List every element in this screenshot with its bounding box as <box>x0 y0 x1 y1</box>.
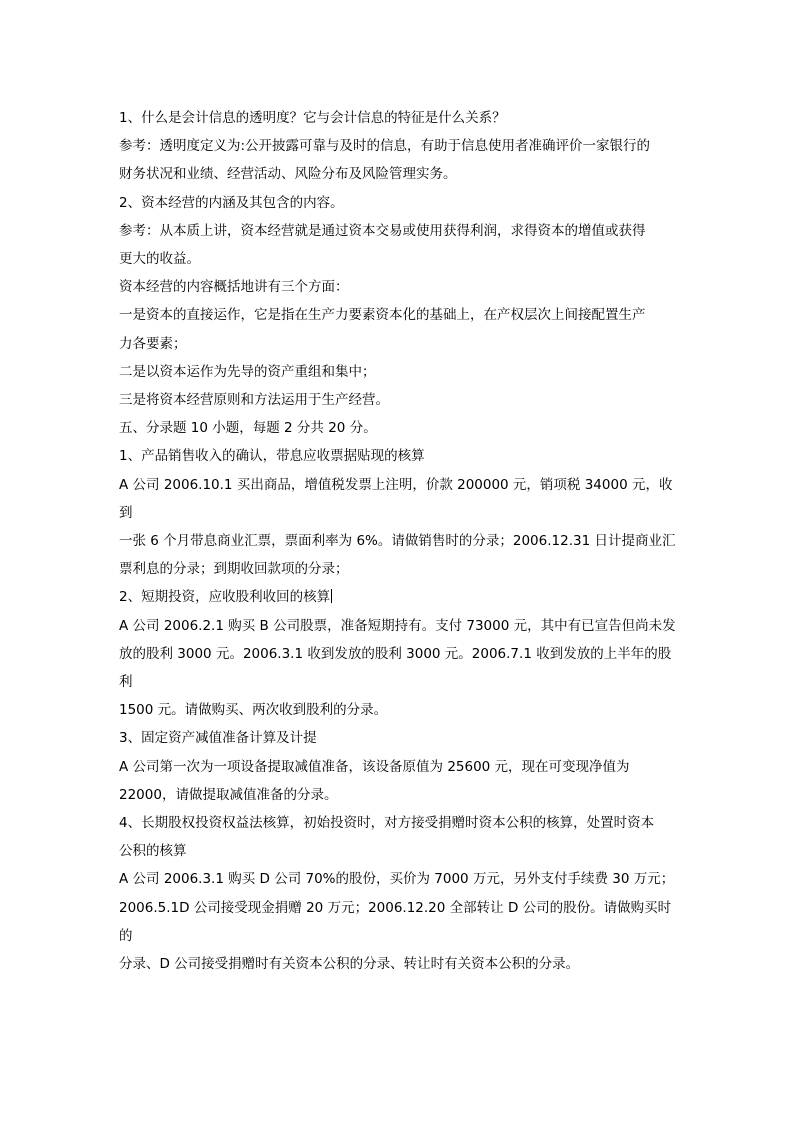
text-line: A 公司 2006.10.1 买出商品，增值税发票上注明，价款 200000 元，销项税 34000 元，收到 <box>119 476 673 521</box>
text-line: 1、产品销售收入的确认，带息应收票据贴现的核算 <box>119 448 425 465</box>
text-cursor <box>331 589 332 603</box>
text-line: 三是将资本经营原则和方法运用于生产经营。 <box>119 392 389 409</box>
section-heading: 五、分录题 10 小题，每题 2 分共 20 分。 <box>119 420 377 437</box>
text-line: 2、短期投资，应收股利收回的核算 <box>119 589 331 606</box>
text-line: 22000，请做提取减值准备的分录。 <box>119 786 338 803</box>
text-line: A 公司 2006.2.1 购买 B 公司股票，准备短期持有。支付 73000 元，其中有已宣告但尚未发 <box>119 617 676 634</box>
text-line: 力各要素； <box>119 335 187 352</box>
text-line: 一张 6 个月带息商业汇票，票面利率为 6%。请做销售时的分录；2006.12.31 日计提商业汇 <box>119 533 676 550</box>
text-line: 1、什么是会计信息的透明度？它与会计信息的特征是什么关系？ <box>119 110 506 126</box>
text-line: 资本经营的内容概括地讲有三个方面： <box>119 279 349 296</box>
text-line: 2006.5.1D 公司接受现金捐赠 20 万元；2006.12.20 全部转让 D 公司的股份。请做购买时的 <box>119 899 672 944</box>
text-line: 财务状况和业绩、经营活动、风险分布及风险管理实务。 <box>119 166 457 183</box>
text-line: 参考：透明度定义为:公开披露可靠与及时的信息，有助于信息使用者准确评价一家银行的 <box>119 138 651 155</box>
text-line: 公积的核算 <box>119 843 187 860</box>
document-page <box>119 104 679 978</box>
text-line: 放的股利 3000 元。2006.3.1 收到发放的股利 3000 元。2006.7.1 收到发放的上半年的股利 <box>119 645 672 691</box>
text-line: A 公司第一次为一项设备提取减值准备，该设备原值为 25600 元，现在可变现净值为 <box>119 758 630 775</box>
text-line: 3、固定资产减值准备计算及计提 <box>119 730 317 747</box>
text-line: A 公司 2006.3.1 购买 D 公司 70%的股份，买价为 7000 万元，另外支付手续费 30 万元； <box>119 871 675 888</box>
text-line: 更大的收益。 <box>119 251 200 268</box>
text-line: 参考：从本质上讲，资本经营就是通过资本交易或使用获得利润，求得资本的增值或获得 <box>119 222 646 239</box>
text-line: 一是资本的直接运作，它是指在生产力要素资本化的基础上，在产权层次上间接配置生产 <box>119 307 646 324</box>
text-line: 1500 元。请做购买、两次收到股利的分录。 <box>119 702 388 719</box>
text-line: 票利息的分录；到期收回款项的分录； <box>119 561 349 578</box>
text-line: 4、长期股权投资权益法核算，初始投资时，对方接受捐赠时资本公积的核算，处置时资本 <box>119 815 655 832</box>
text-line: 二是以资本运作为先导的资产重组和集中； <box>119 363 376 380</box>
text-line: 2、资本经营的内涵及其包含的内容。 <box>119 194 344 211</box>
text-line: 分录、D 公司接受捐赠时有关资本公积的分录、转让时有关资本公积的分录。 <box>119 956 580 973</box>
text-line-with-cursor[interactable] <box>119 583 679 611</box>
